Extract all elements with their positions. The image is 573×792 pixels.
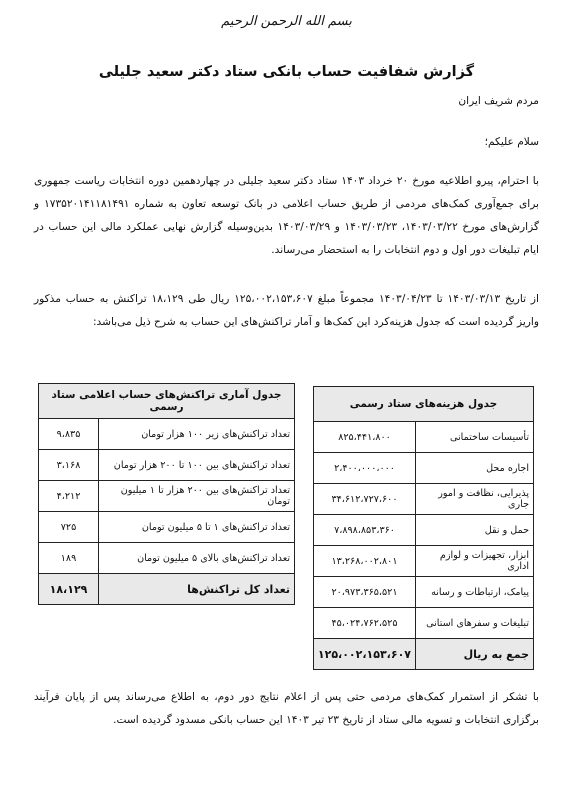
tx-total-label: تعداد کل تراکنش‌ها bbox=[99, 574, 295, 605]
bismillah-heading: بسم الله الرحمن الرحیم bbox=[221, 14, 352, 29]
table-row bbox=[314, 577, 534, 608]
table-row bbox=[39, 512, 295, 543]
tx-table-header: جدول آماری تراکنش‌های حساب اعلامی ستاد رسمی bbox=[39, 384, 295, 419]
cost-value: ۳۴،۶۱۲،۷۲۷،۶۰۰ bbox=[314, 484, 416, 515]
cost-value: ۷،۸۹۸،۸۵۳،۳۶۰ bbox=[314, 515, 416, 546]
tx-total-row bbox=[39, 574, 295, 605]
table-row bbox=[314, 546, 534, 577]
table-row bbox=[314, 453, 534, 484]
cost-value: ۸۲۵،۴۴۱،۸۰۰ bbox=[314, 422, 416, 453]
cost-value: ۴۵،۰۲۴،۷۶۲،۵۲۵ bbox=[314, 608, 416, 639]
tx-label: تعداد تراکنش‌های بین ۲۰۰ هزار تا ۱ میلیون تومان bbox=[99, 481, 295, 512]
costs-total-row bbox=[314, 639, 534, 670]
costs-total-value: ۱۲۵،۰۰۲،۱۵۳،۶۰۷ bbox=[314, 639, 416, 670]
greeting: سلام علیکم؛ bbox=[484, 136, 539, 148]
tx-total-value: ۱۸،۱۲۹ bbox=[39, 574, 99, 605]
table-row bbox=[39, 543, 295, 574]
tx-label: تعداد تراکنش‌های بالای ۵ میلیون تومان bbox=[99, 543, 295, 574]
cost-label: تأسیسات ساختمانی bbox=[416, 422, 534, 453]
cost-value: ۲۰،۹۷۳،۳۶۵،۵۲۱ bbox=[314, 577, 416, 608]
table-row bbox=[314, 608, 534, 639]
cost-value: ۱۳،۲۶۸،۰۰۲،۸۰۱ bbox=[314, 546, 416, 577]
tx-value: ۱۸۹ bbox=[39, 543, 99, 574]
tx-label: تعداد تراکنش‌های بین ۱۰۰ تا ۲۰۰ هزار تومان bbox=[99, 450, 295, 481]
cost-label: پذیرایی، نظافت و امور جاری bbox=[416, 484, 534, 515]
cost-label: ابزار، تجهیزات و لوازم اداری bbox=[416, 546, 534, 577]
cost-label: تبلیغات و سفرهای استانی bbox=[416, 608, 534, 639]
transactions-table bbox=[38, 383, 295, 605]
tx-label: تعداد تراکنش‌های زیر ۱۰۰ هزار تومان bbox=[99, 419, 295, 450]
costs-table-header: جدول هزینه‌های ستاد رسمی bbox=[314, 387, 534, 422]
paragraph-summary: از تاریخ ۱۴۰۳/۰۳/۱۳ تا ۱۴۰۳/۰۴/۲۳ مجموعاً مبلغ ۱۲۵،۰۰۲،۱۵۳،۶۰۷ ریال طی ۱۸،۱۲۹ تراکنش به حساب مذکور واریز گردیده است که جدول هزینه‌کرد این کمک‌ها و آمار تراکنش‌های این حساب به شرح ذیل می‌باشد: bbox=[34, 293, 539, 328]
tx-value: ۷۲۵ bbox=[39, 512, 99, 543]
cost-value: ۲،۴۰۰،۰۰۰،۰۰۰ bbox=[314, 453, 416, 484]
page-title: گزارش شفافیت حساب بانکی ستاد دکتر سعید جلیلی bbox=[98, 64, 475, 80]
costs-table-header-row bbox=[314, 387, 534, 422]
salutation: مردم شریف ایران bbox=[458, 95, 539, 107]
paragraph-closing: با تشکر از استمرار کمک‌های مردمی حتی پس از اعلام نتایج دور دوم، به اطلاع می‌رساند پس از پایان فرآیند برگزاری انتخابات و تسویه مالی ستاد از تاریخ ۲۳ تیر ۱۴۰۳ این حساب بانکی مسدود گردیده است. bbox=[34, 691, 539, 726]
cost-label: پیامک، ارتباطات و رسانه bbox=[416, 577, 534, 608]
paragraph-intro: با احترام، پیرو اطلاعیه مورخ ۲۰ خرداد ۱۴۰۳ ستاد دکتر سعید جلیلی در چهاردهمین دوره انتخابات ریاست جمهوری برای جمع‌آوری کمک‌های مردمی از طریق حساب اعلامی در بانک توسعه تعاون به شماره ۱۷۳۵۲۰۱۴۱۱۸۱۴۹۱ و گزارش‌های مورخ ۱۴۰۳/۰۳/۲۲، ۱۴۰۳/۰۳/۲۳ و ۱۴۰۳/۰۳/۲۹ بدین‌وسیله گزارش نهایی عملکرد مالی این حساب در ایام تبلیغات دور اول و دوم انتخابات را به استحضار می‌رساند. bbox=[34, 175, 540, 256]
table-row bbox=[39, 450, 295, 481]
tx-value: ۳،۱۶۸ bbox=[39, 450, 99, 481]
tx-label: تعداد تراکنش‌های ۱ تا ۵ میلیون تومان bbox=[99, 512, 295, 543]
table-row bbox=[39, 481, 295, 512]
cost-label: اجاره محل bbox=[416, 453, 534, 484]
tx-value: ۹،۸۳۵ bbox=[39, 419, 99, 450]
costs-table bbox=[313, 386, 534, 670]
table-row bbox=[39, 419, 295, 450]
cost-label: حمل و نقل bbox=[416, 515, 534, 546]
table-row bbox=[314, 422, 534, 453]
costs-total-label: جمع به ریال bbox=[416, 639, 534, 670]
table-row bbox=[314, 484, 534, 515]
tx-table-header-row bbox=[39, 384, 295, 419]
table-row bbox=[314, 515, 534, 546]
tx-value: ۴،۲۱۲ bbox=[39, 481, 99, 512]
